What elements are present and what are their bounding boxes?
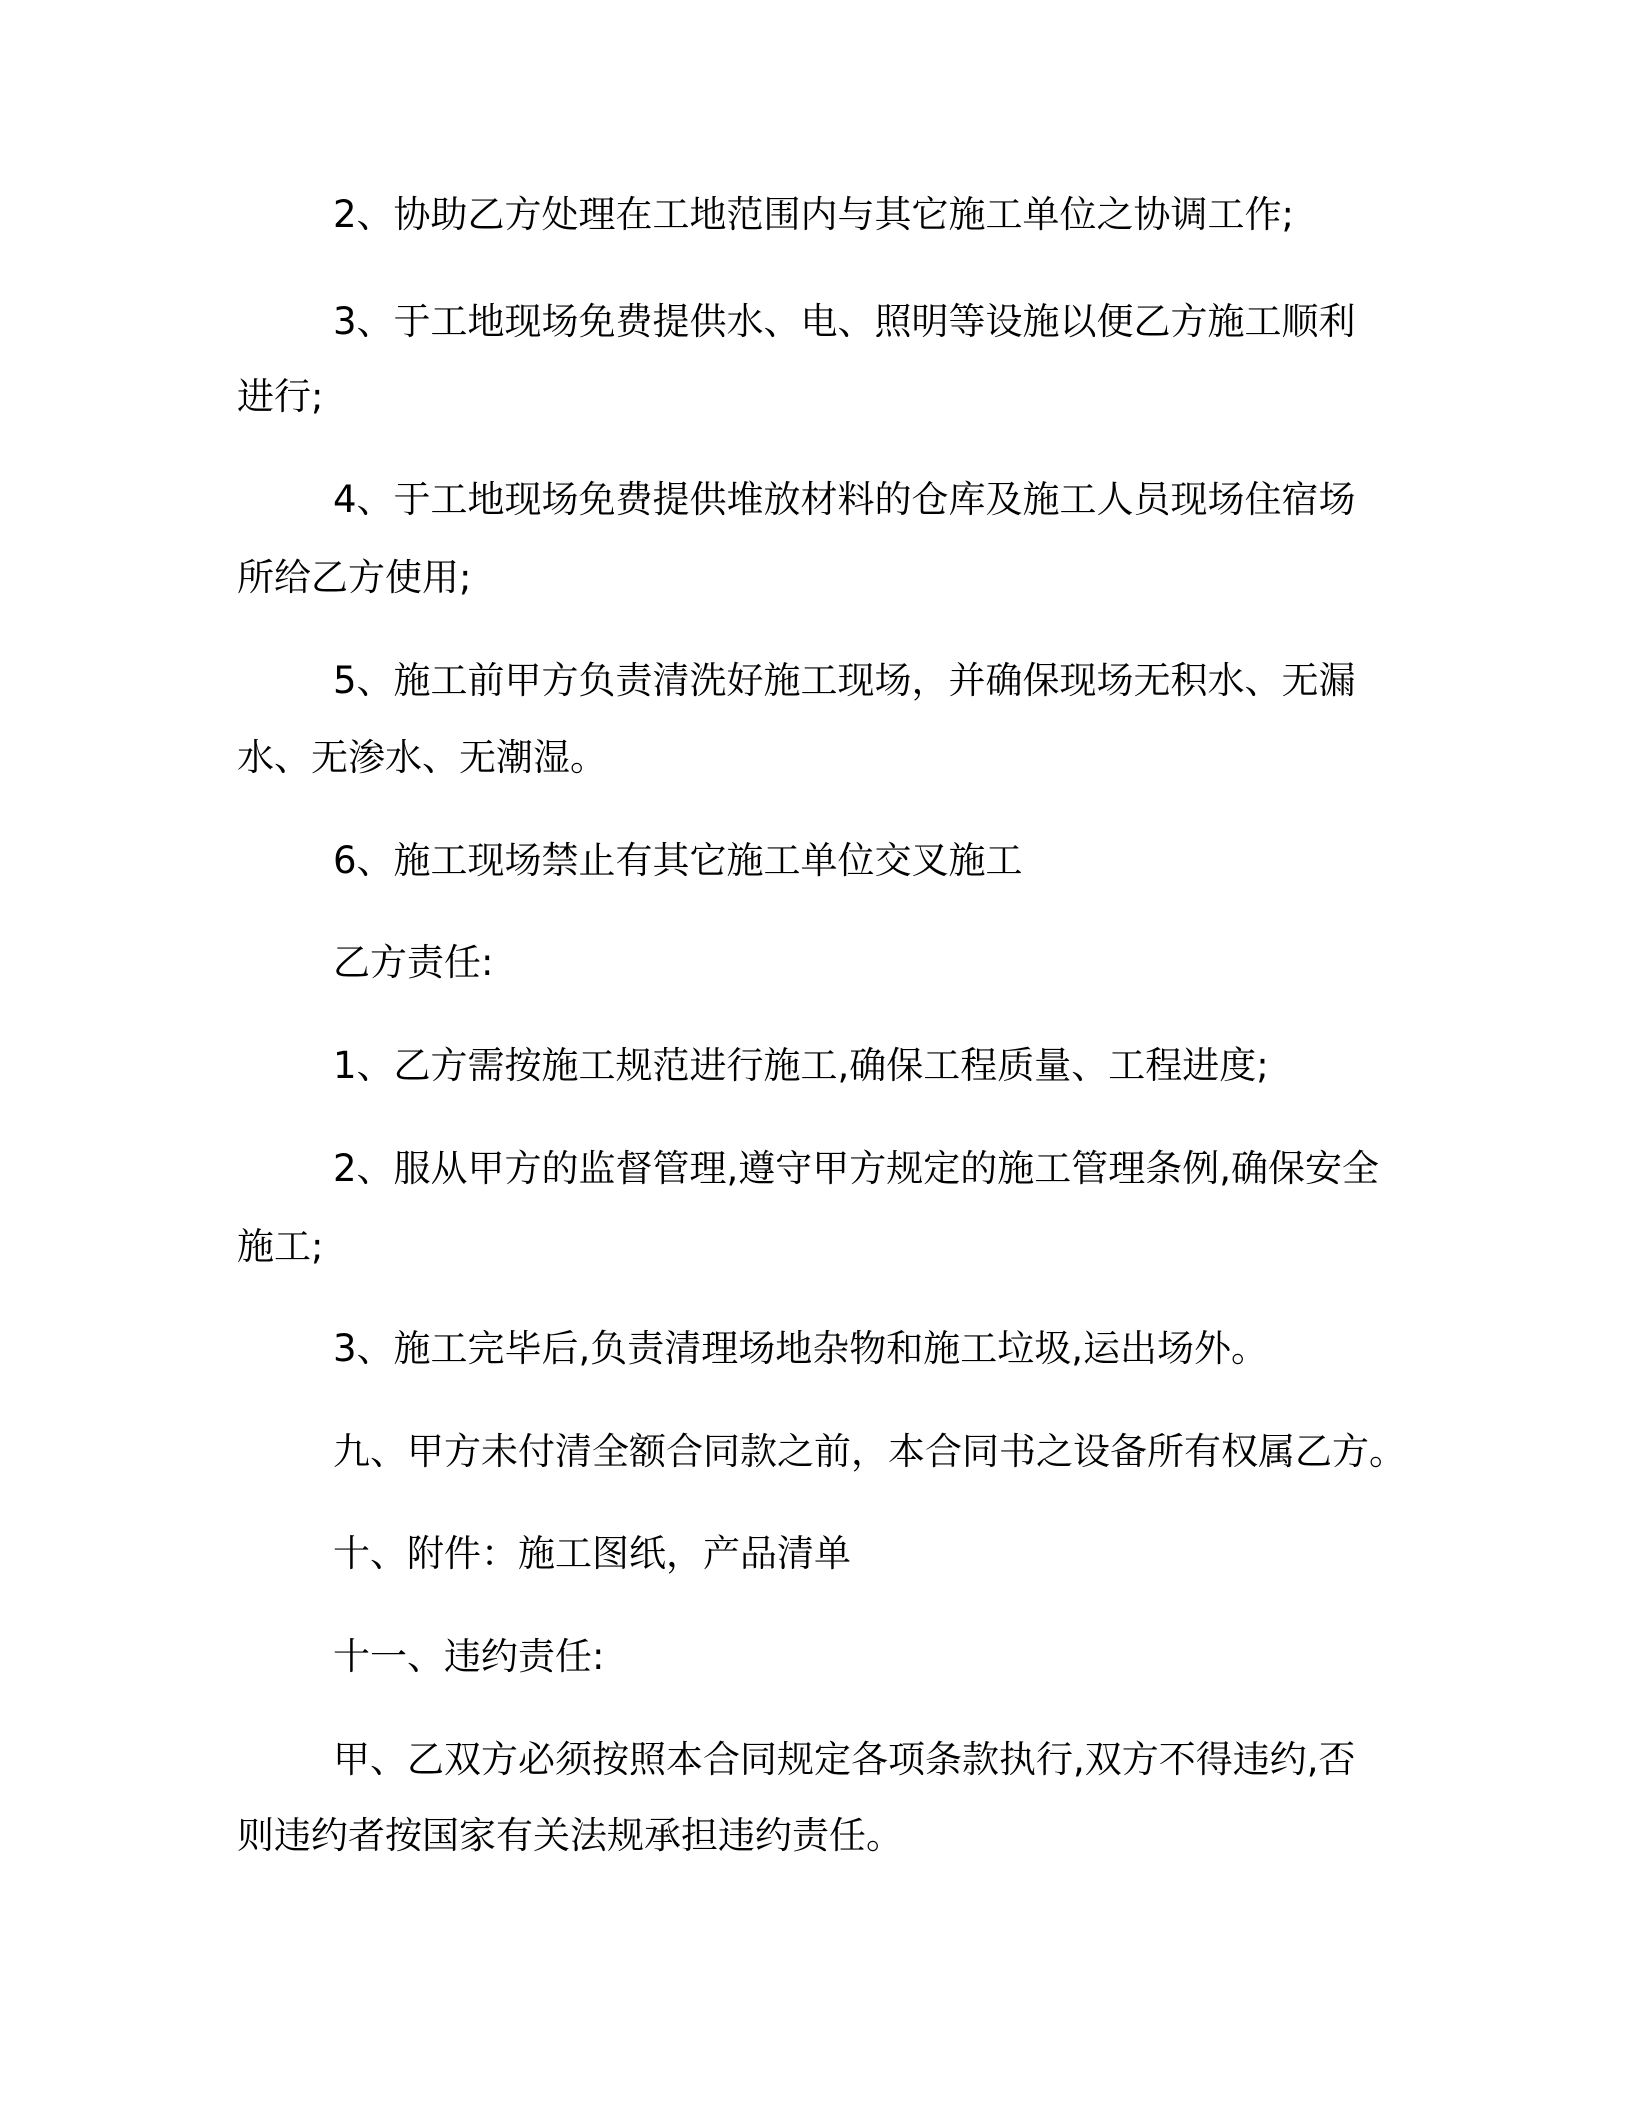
section-heading: 十一、违约责任: [333, 1635, 605, 1678]
clause-line: 则违约者按国家有关法规承担违约责任。 [237, 1814, 903, 1857]
clause-line: 施工; [237, 1225, 324, 1268]
clause-line: 所给乙方使用; [237, 556, 472, 599]
clause-line: 1、乙方需按施工规范进行施工,确保工程质量、工程进度; [333, 1044, 1269, 1087]
clause-line: 2、服从甲方的监督管理,遵守甲方规定的施工管理条例,确保安全 [333, 1147, 1380, 1190]
clause-line: 甲、乙双方必须按照本合同规定各项条款执行,双方不得违约,否 [333, 1738, 1356, 1781]
clause-line: 6、施工现场禁止有其它施工单位交叉施工 [333, 839, 1023, 882]
section-heading: 乙方责任: [333, 941, 494, 984]
clause-line: 3、施工完毕后,负责清理场地杂物和施工垃圾,运出场外。 [333, 1327, 1269, 1370]
clause-line: 十、附件：施工图纸，产品清单 [333, 1532, 851, 1575]
clause-line: 水、无渗水、无潮湿。 [237, 736, 607, 779]
clause-line: 九、甲方未付清全额合同款之前，本合同书之设备所有权属乙方。 [333, 1430, 1406, 1473]
clause-line: 2、协助乙方处理在工地范围内与其它施工单位之协调工作; [333, 193, 1295, 236]
clause-line: 进行; [237, 375, 324, 418]
clause-line: 3、于工地现场免费提供水、电、照明等设施以便乙方施工顺利 [333, 300, 1356, 343]
clause-line: 4、于工地现场免费提供堆放材料的仓库及施工人员现场住宿场 [333, 478, 1356, 521]
clause-line: 5、施工前甲方负责清洗好施工现场，并确保现场无积水、无漏 [333, 659, 1356, 702]
